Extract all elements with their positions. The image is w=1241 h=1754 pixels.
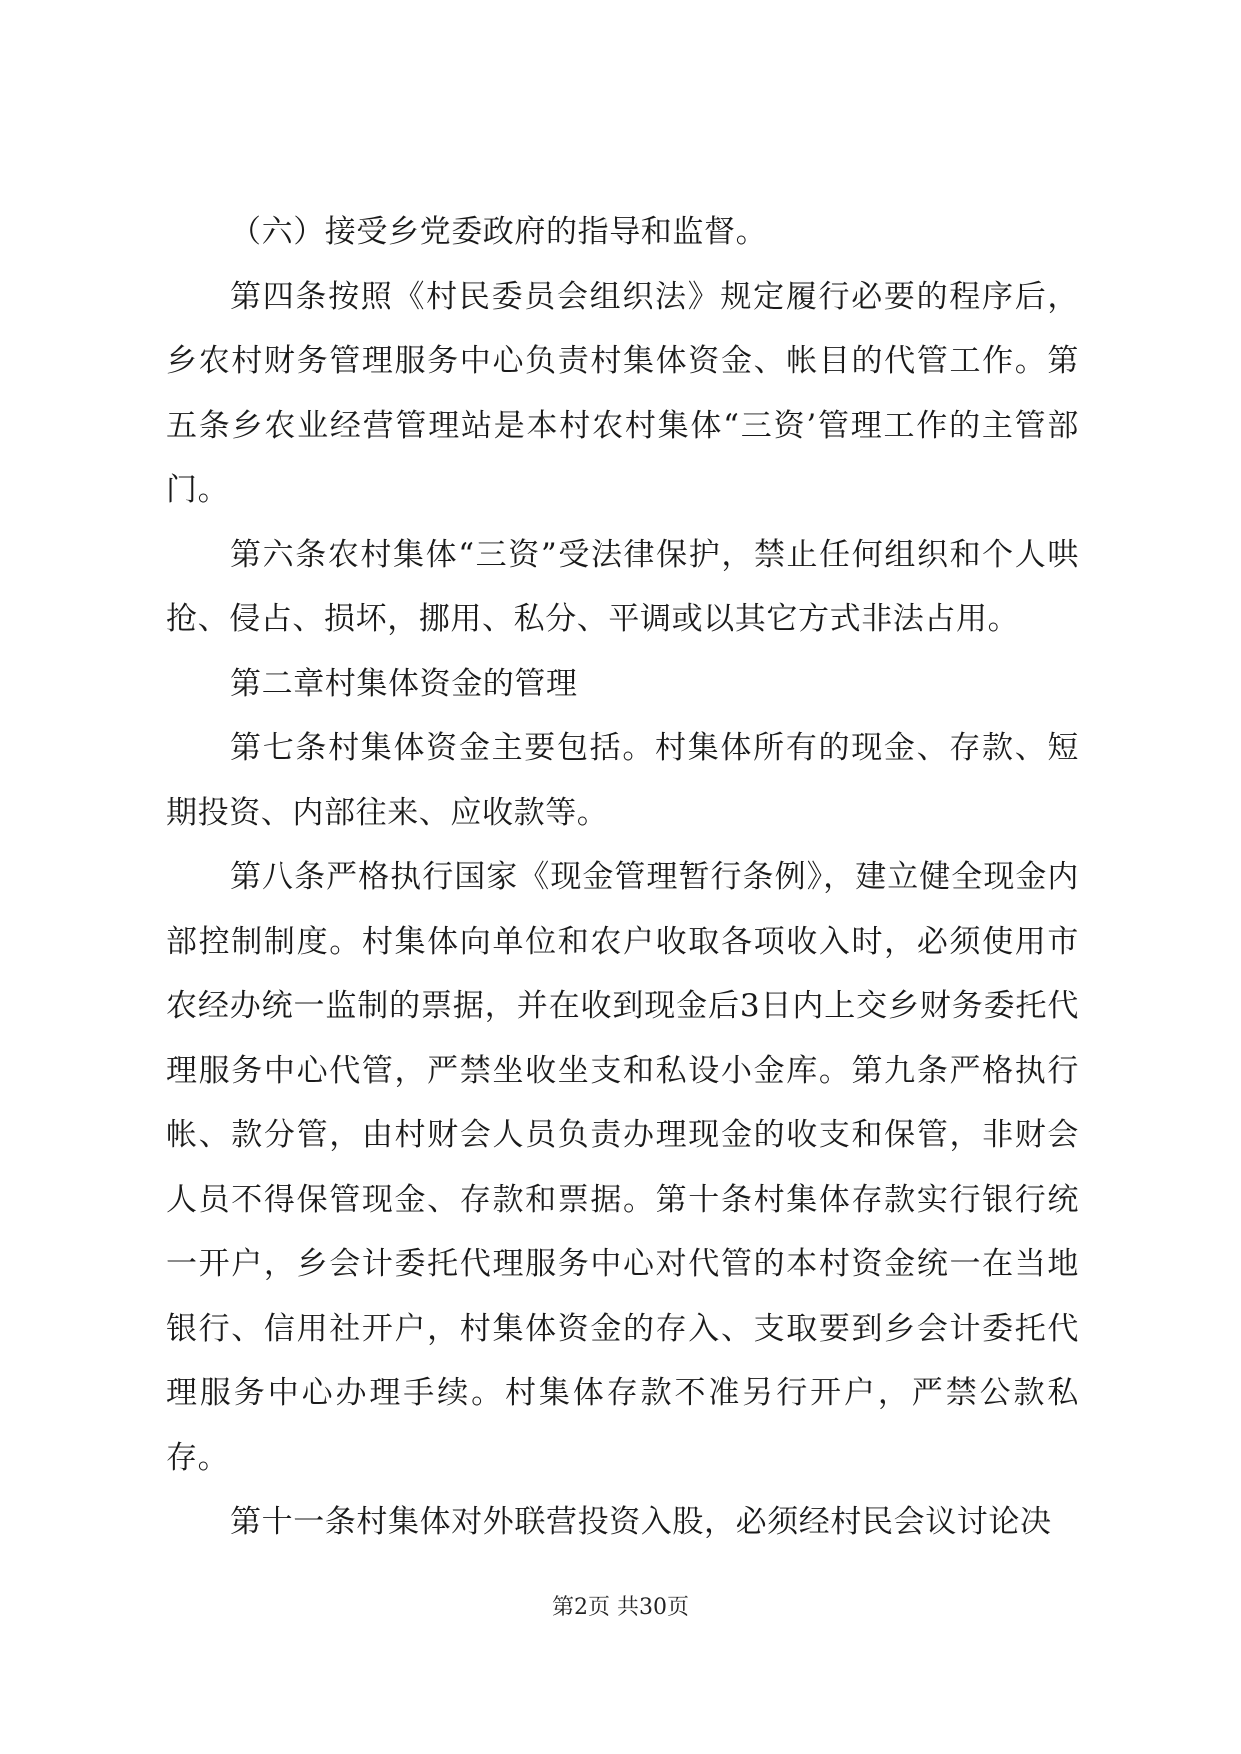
page-footer: 第2页 共30页 — [552, 1595, 689, 1620]
paragraph-article-8-10: 第八条严格执行国家《现金管理暂行条例》，建立健全现金内部控制制度。村集体向单位和农户收取各项收入时，必须使用市农经办统一监制的票据，并在收到现金后3日内上交乡财务委托代理服务中心代管，严禁坐收坐支和私设小金库。第九条严格执行帐、款分管，由村财会人员负责办理现金的收支和保管，非财会人员不得保管现金、存款和票据。第十条村集体存款实行银行统一开户，乡会计委托代理服务中心对代管的本村资金统一在当地银行、信用社开户，村集体资金的存入、支取要到乡会计委托代理服务中心办理手续。村集体存款不准另行开户，严禁公款私存。 — [166, 859, 1079, 1476]
document-body — [166, 200, 1079, 1555]
chapter-heading: 第二章村集体资金的管理 — [230, 665, 578, 702]
paragraph-article-6: 第六条农村集体“三资”受法律保护，禁止任何组织和个人哄抢、侵占、损坏，挪用、私分、平调或以其它方式非法占用。 — [166, 536, 1079, 637]
paragraph-clause-6: （六）接受乡党委政府的指导和监督。 — [230, 214, 768, 250]
paragraph-article-7: 第七条村集体资金主要包括。村集体所有的现金、存款、短期投资、内部往来、应收款等。 — [166, 730, 1079, 831]
paragraph-article-4-5: 第四条按照《村民委员会组织法》规定履行必要的程序后，乡农村财务管理服务中心负责村集体资金、帐目的代管工作。第五条乡农业经营管理站是本村农村集体“三资’管理工作的主管部门。 — [166, 278, 1079, 508]
paragraph-article-11: 第十一条村集体对外联营投资入股，必须经村民会议讨论决 — [230, 1504, 1052, 1540]
